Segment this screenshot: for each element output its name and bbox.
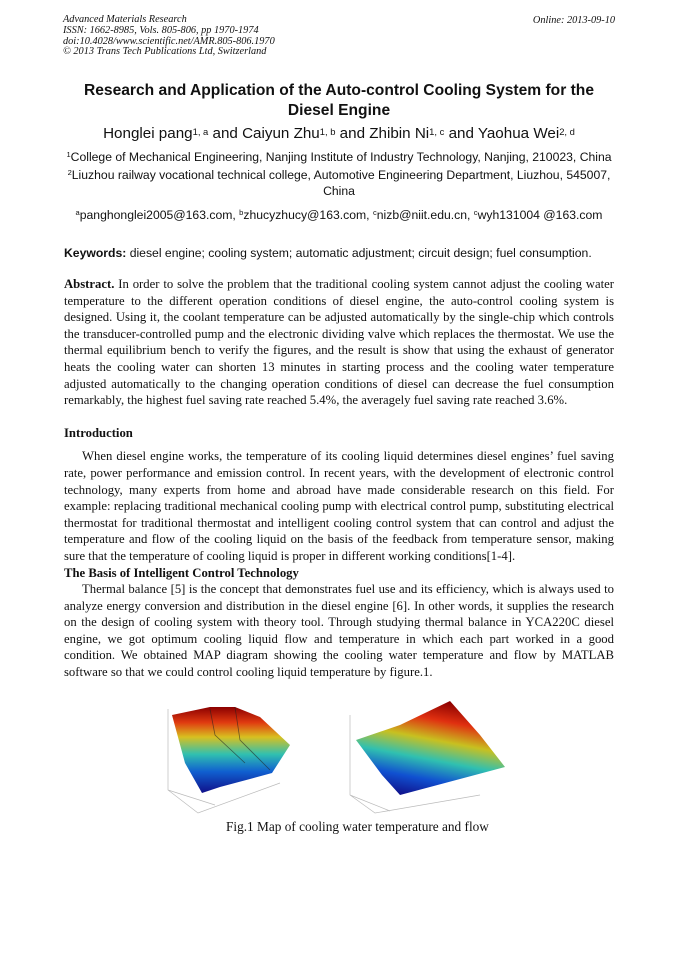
author-sup: 1, a	[192, 126, 209, 137]
keywords-label: Keywords:	[64, 246, 127, 260]
left-surface-plot	[168, 707, 290, 813]
email-sup: b	[239, 208, 244, 217]
paper-body	[64, 81, 614, 835]
section-heading: The Basis of Intelligent Control Technology	[64, 565, 299, 580]
affiliation-sup: 1	[66, 150, 71, 159]
author: Honglei pang	[103, 125, 193, 142]
affiliation-sup: 2	[67, 168, 72, 177]
author: Zhibin Ni	[369, 125, 430, 142]
affiliation-1	[64, 149, 614, 165]
author: Yaohua Wei	[477, 125, 560, 142]
author-sup: 1, b	[319, 126, 336, 137]
paper-title: Research and Application of the Auto-control Cooling System for the Diesel Engine	[83, 82, 594, 119]
email-sup: a	[75, 208, 80, 217]
keywords	[64, 245, 614, 261]
right-surface-plot	[350, 701, 505, 813]
figure-surface-plots	[160, 695, 530, 815]
affiliation-2	[64, 167, 614, 199]
issn: ISSN: 1662-8985, Vols. 805-806, pp 1970-1974	[63, 24, 259, 36]
abstract	[64, 276, 614, 409]
emails	[64, 207, 614, 223]
journal-header	[63, 15, 275, 58]
author-sep: and	[208, 125, 243, 142]
affiliation-text: College of Mechanical Engineering, Nanjing Institute of Industry Technology, Nanjing, 210023, China	[70, 150, 612, 164]
section-body: Thermal balance [5] is the concept that demonstrates fuel use and its efficiency, which is always used to analyze energy conversion and distribution in the diesel engine [6]. In other words, it supplies the research on the design of cooling system with theory tool. Through studying thermal balance in YCA220C diesel engine, we got optimum cooling liquid flow and temperature in which each part worked in a good condition. We obtained MAP diagram showing the cooling water temperature and flow by MATLAB software so that we could control cooling liquid temperature by figure.1.	[64, 582, 614, 680]
email: zhucyzhucy@163.com,	[243, 208, 373, 222]
online-date: Online: 2013-09-10	[532, 15, 615, 26]
keywords-text: diesel engine; cooling system; automatic adjustment; circuit design; fuel consumption.	[126, 246, 592, 260]
section-heading: Introduction	[64, 425, 133, 440]
author-sup: 1, c	[429, 126, 445, 137]
author-sep: and	[335, 125, 370, 142]
copyright: © 2013 Trans Tech Publications Ltd, Switzerland	[63, 46, 267, 58]
email-sup: c	[372, 208, 377, 217]
figure-caption: Fig.1 Map of cooling water temperature and flow	[226, 818, 489, 834]
author-sep: and	[444, 125, 478, 142]
affiliation-text: Liuzhou railway vocational technical college, Automotive Engineering Department, Liuzhou, 545007, China	[71, 168, 611, 198]
author-sup: 2, d	[559, 126, 575, 137]
email: nizb@niit.edu.cn,	[376, 208, 474, 222]
section-body: When diesel engine works, the temperature of its cooling liquid determines diesel engines’ fuel saving rate, power performance and emission control. In recent years, with the development of electronic control technology, many experts from home and abroad have made considerable research on this field. For example: replacing traditional mechanical cooling pump with electrical control pump, substituting electrical thermostat for traditional thermostat and intelligent cooling control system that can control and adjust the temperature and flow of the cooling liquid on the basis of the feedback from temperature sensor, making sure that the temperature of cooling liquid is proper in different working conditions[1-4].	[64, 449, 614, 563]
abstract-label: Abstract.	[64, 277, 115, 291]
email-sup: c	[473, 208, 478, 217]
author-list	[64, 124, 614, 143]
email: wyh131004 @163.com	[477, 208, 603, 222]
doi: doi:10.4028/www.scientific.net/AMR.805-806.1970	[63, 35, 275, 47]
email: panghonglei2005@163.com,	[79, 208, 240, 222]
author: Caiyun Zhu	[242, 125, 320, 142]
abstract-text: In order to solve the problem that the traditional cooling system cannot adjust the cooling water temperature to the different operation conditions of diesel engine, the auto-control cooling system is designed. Using it, the coolant temperature can be adjusted automatically by the single-chip which controls the transducer-controlled pump and the electronic dividing valve which replaces the thermostat. We use the thermal equilibrium bench to verify the figures, and the result is show that using the exhaust of generator heats the cooling water can shorten 13 minutes in starting process and the cooling water temperature adjusted automatically to the changing operation conditions of diesel can decrease the fuel consumption remarkably, the highest fuel saving rate reached 5.4%, the averagely fuel saving rate reached 3.6%.	[64, 277, 614, 408]
journal-name: Advanced Materials Research	[63, 14, 187, 25]
